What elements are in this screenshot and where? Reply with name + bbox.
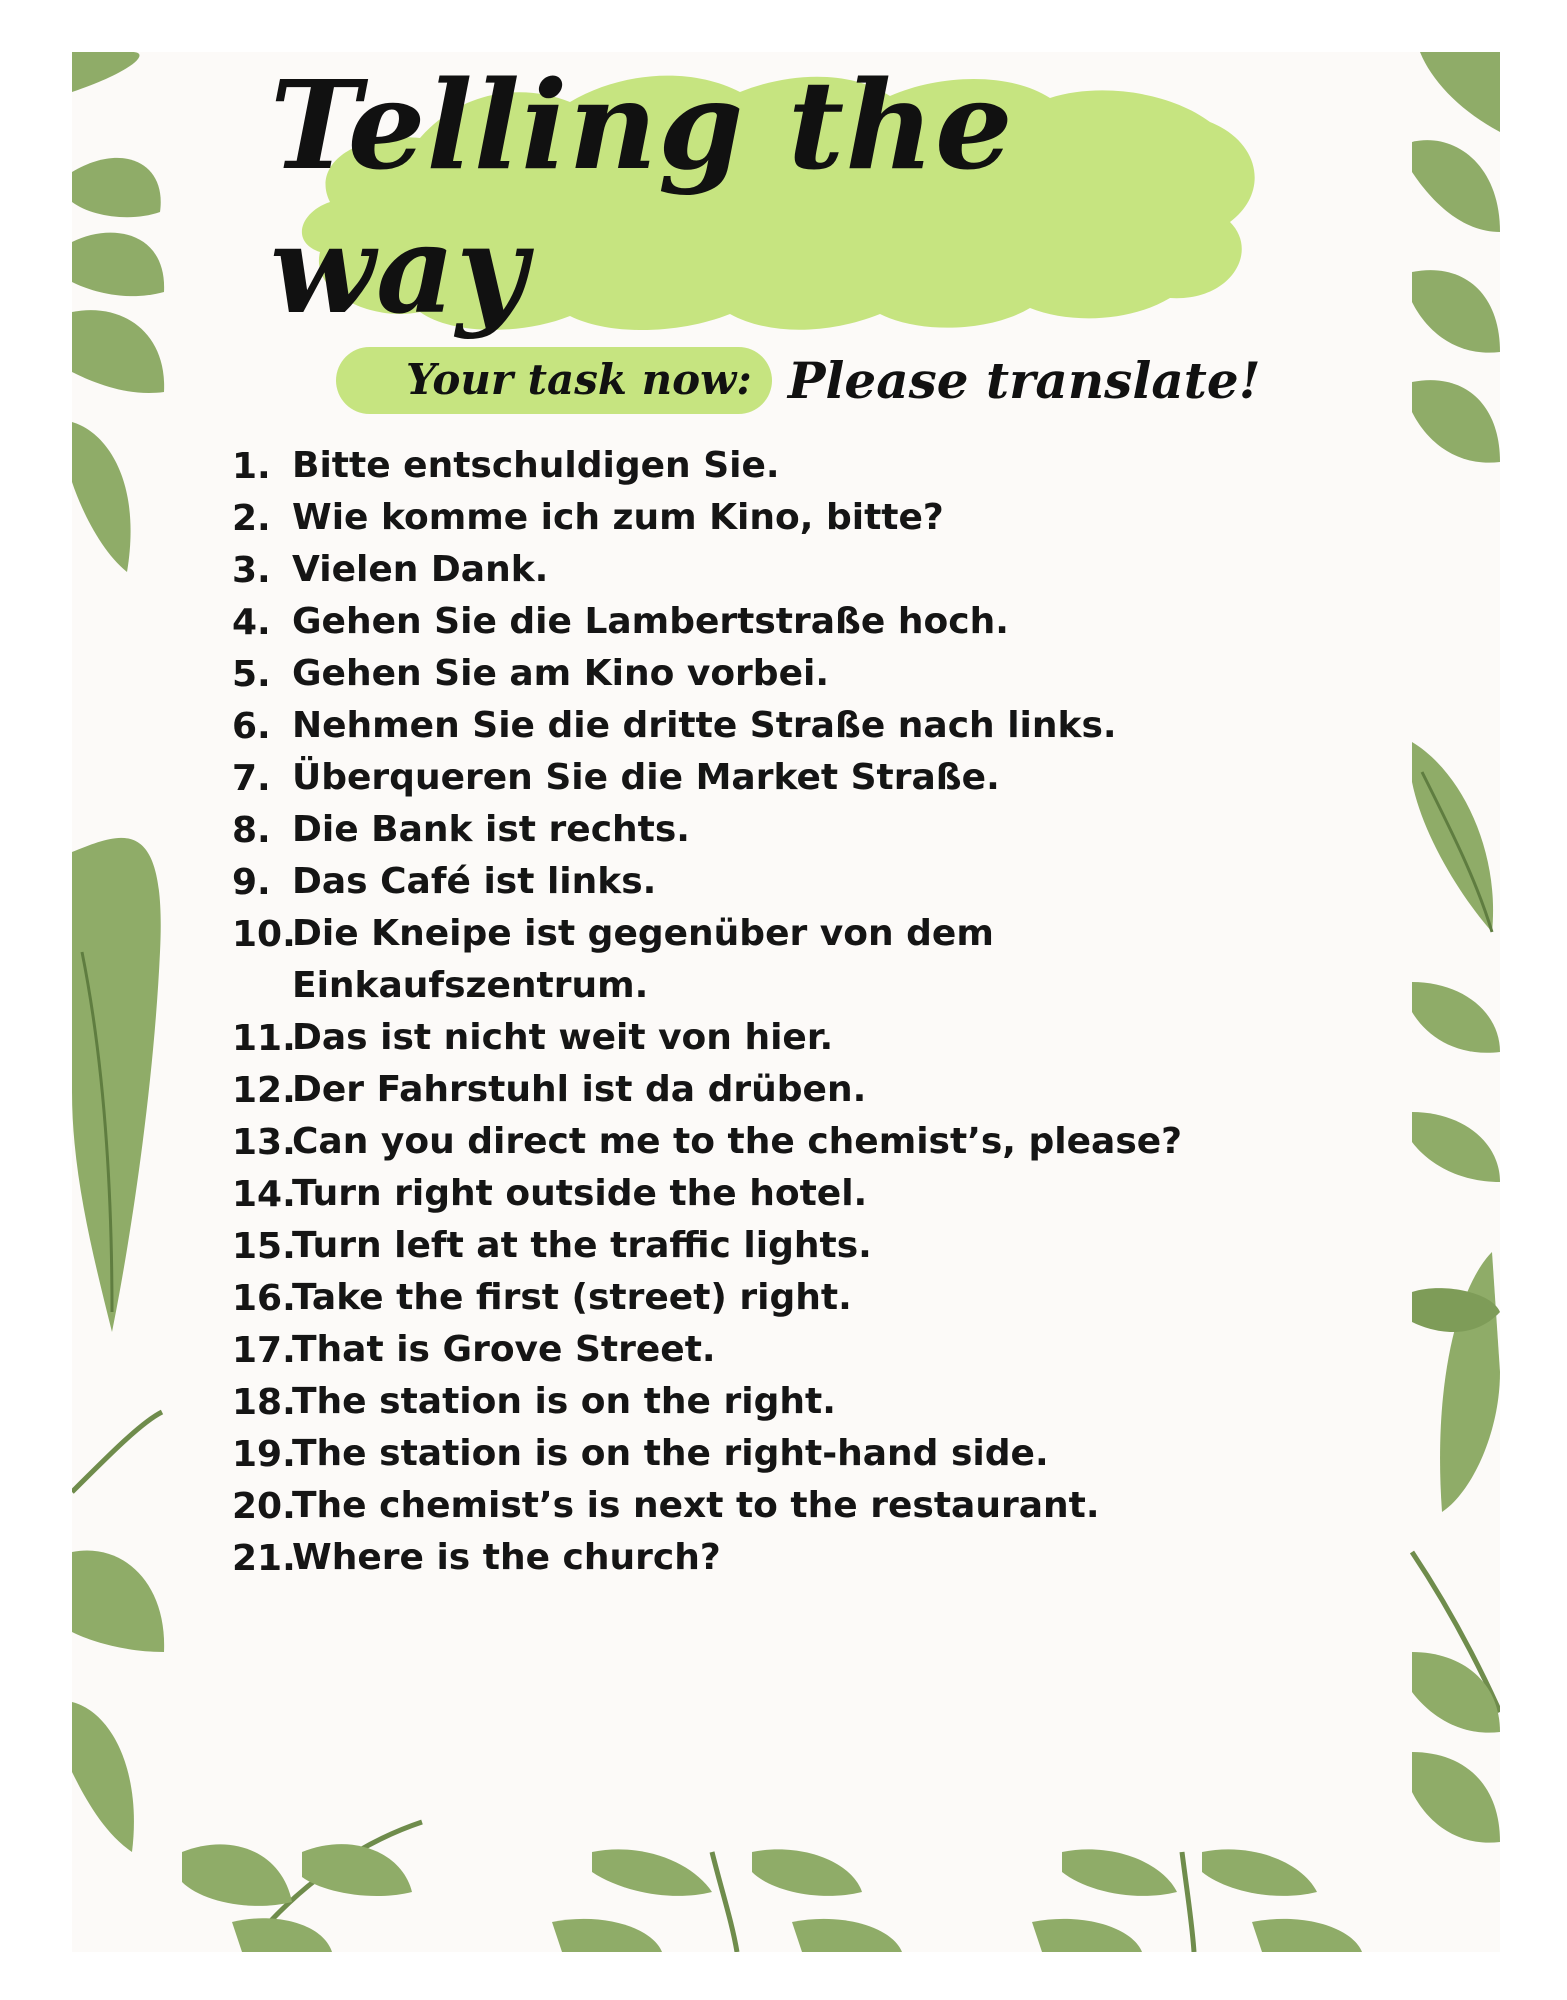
- list-item: 16. Take the first (street) right.: [232, 1277, 852, 1319]
- list-item: 4. Gehen Sie die Lambertstraße hoch.: [232, 601, 1009, 643]
- task-instruction: Please translate!: [787, 350, 1261, 410]
- list-item: 1. Bitte entschuldigen Sie.: [232, 445, 780, 487]
- list-item: 17. That is Grove Street.: [232, 1329, 716, 1371]
- list-item: 8. Die Bank ist rechts.: [232, 809, 690, 851]
- list-item: 19. The station is on the right-hand side.: [232, 1433, 1049, 1475]
- list-item: 5. Gehen Sie am Kino vorbei.: [232, 653, 830, 695]
- list-item: 14. Turn right outside the hotel.: [232, 1173, 868, 1215]
- translation-list: [232, 440, 1182, 1584]
- list-item: 3. Vielen Dank.: [232, 549, 549, 591]
- list-item: 11. Das ist nicht weit von hier.: [232, 1017, 834, 1059]
- list-item: 18. The station is on the right.: [232, 1381, 836, 1423]
- task-instruction-row: [336, 340, 1261, 420]
- list-item: 13. Can you direct me to the chemist’s, please?: [232, 1121, 1183, 1163]
- list-item: 10. Die Kneipe ist gegenüber von dem Einkaufszentrum.: [232, 913, 994, 1006]
- list-item: 7. Überqueren Sie die Market Straße.: [232, 757, 1000, 799]
- list-item: 20. The chemist’s is next to the restaurant.: [232, 1485, 1100, 1527]
- list-item: 21. Where is the church?: [232, 1537, 721, 1579]
- task-label: Your task now:: [336, 347, 772, 414]
- list-item: 2. Wie komme ich zum Kino, bitte?: [232, 497, 944, 539]
- list-item: 6. Nehmen Sie die dritte Straße nach links.: [232, 705, 1117, 747]
- list-item: 15. Turn left at the traffic lights.: [232, 1225, 872, 1267]
- list-item: 12. Der Fahrstuhl ist da drüben.: [232, 1069, 867, 1111]
- page-title: Telling the way: [270, 53, 1014, 341]
- list-item: 9. Das Café ist links.: [232, 861, 657, 903]
- title-area: [270, 52, 1260, 342]
